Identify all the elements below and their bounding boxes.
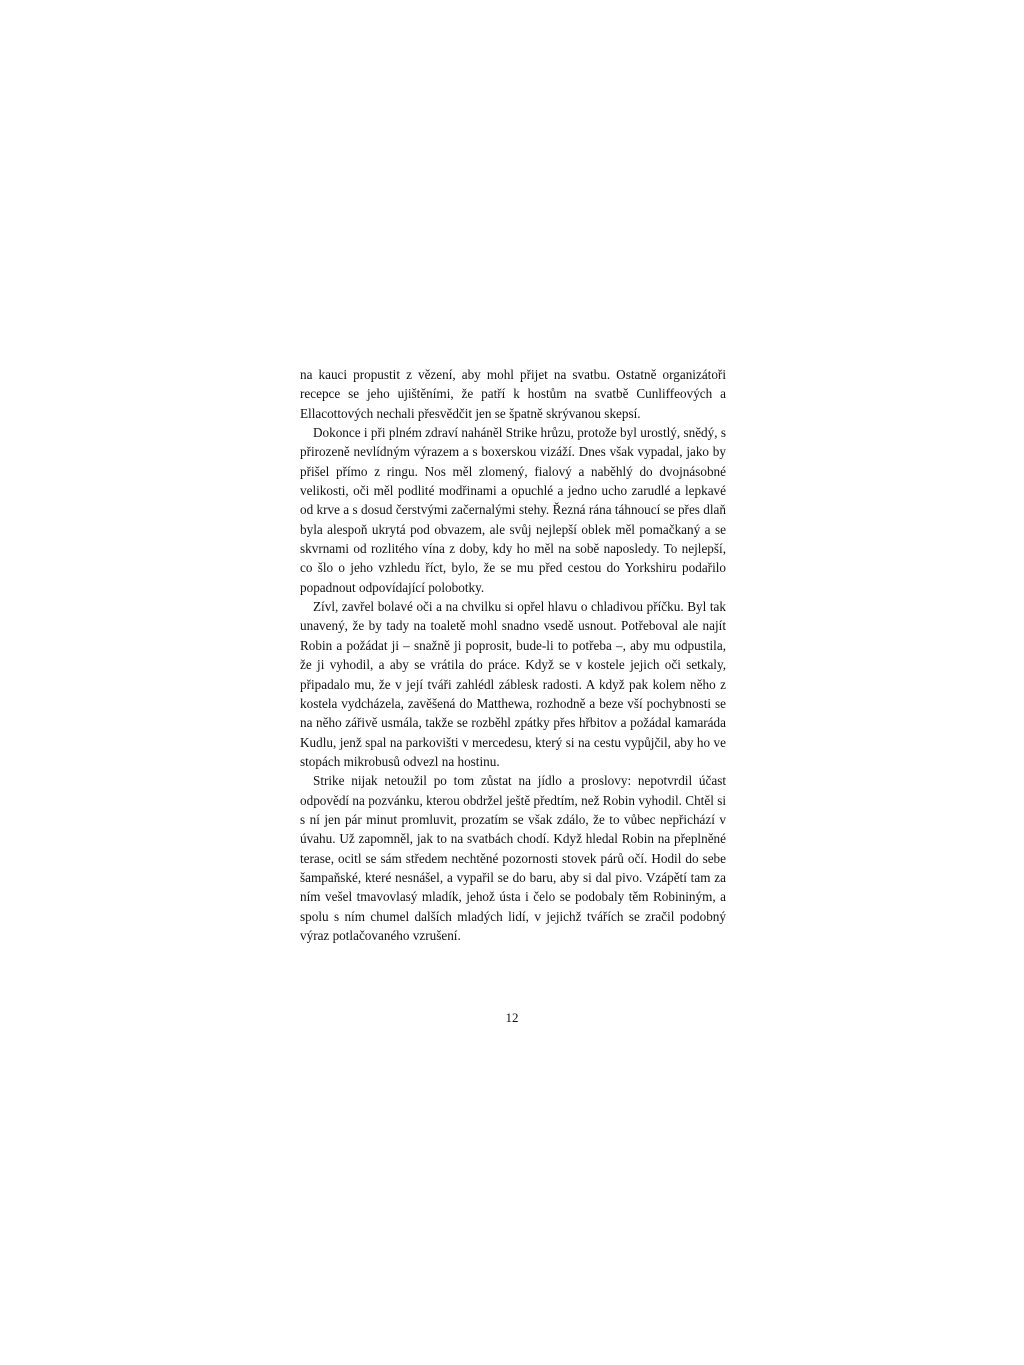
paragraph-4: Strike nijak netoužil po tom zůstat na jídlo a proslovy: nepotvrdil účast odpovědí na pozvánku, kterou obdržel ještě předtím, než Robin vyhodil. Chtěl si s ní jen pár minut promluvit, prozatím se však zdálo, že to vůbec nepřichází v úvahu. Už zapomněl, jak to na svatbách chodí. Když hledal Robin na přeplněné terase, ocitl se sám středem nechtěné pozornosti stovek párů očí. Hodil do sebe šampaňské, které nesnášel, a vypařil se do baru, aby si dal pivo. Vzápětí tam za ním vešel tmavovlasý mladík, jehož ústa i čelo se podobaly těm Robininým, a spolu s ním chumel dalších mladých lidí, v jejichž tvářích se zračil podobný výraz potlačovaného vzrušení. — [300, 773, 726, 943]
paragraph-2: Dokonce i při plném zdraví naháněl Strike hrůzu, protože byl urostlý, snědý, s přirozeně nevlídným výrazem a s boxerskou vizáží. Dnes však vypadal, jako by přišel přímo z ringu. Nos měl zlomený, fialový a naběhlý do dvojnásobné velikosti, oči měl podlité modřinami a opuchlé a jedno ucho zarudlé a lepkavé od krve a s dosud čerstvými začernalými stehy. Řezná rána táhnoucí se přes dlaň byla alespoň ukrytá pod obvazem, ale svůj nejlepší oblek měl pomačkaný a se skvrnami od rozlitého vína z doby, kdy ho měl na sobě naposledy. To nejlepší, co šlo o jeho vzhledu říct, bylo, že se mu před cestou do Yorkshiru podařilo popadnout odpovídající polobotky. — [300, 425, 726, 595]
paragraph-3: Zívl, zavřel bolavé oči a na chvilku si opřel hlavu o chladivou příčku. Byl tak unavený, že by tady na toaletě mohl snadno vsedě usnout. Potřeboval ale najít Robin a požádat ji – snažně ji poprosit, bude-li to potřeba –, aby mu odpustila, že ji vyhodil, a aby se vrátila do práce. Když se v kostele jejich oči setkaly, připadalo mu, že v její tváři zahlédl záblesk radosti. A když pak kolem něho z kostela vydcházela, zavěšená do Matthewa, rozhodně a beze vší pochybnosti se na něho zářivě usmála, takže se rozběhl zpátky přes hřbitov a požádal kamaráda Kudlu, jenž spal na parkovišti v mercedesu, který si na cestu vypůjčil, aby ho ve stopách mikrobusů odvezl na hostinu. — [300, 599, 726, 769]
page-number: 12 — [505, 1010, 519, 1025]
body-text — [300, 365, 726, 945]
paragraph-1: na kauci propustit z vězení, aby mohl přijet na svatbu. Ostatně organizátoři recepce se jeho ujištěními, že patří k hostům na svatbě Cunliffeových a Ellacottových nechali přesvědčit jen se špatně skrývanou skepsí. — [300, 367, 726, 421]
